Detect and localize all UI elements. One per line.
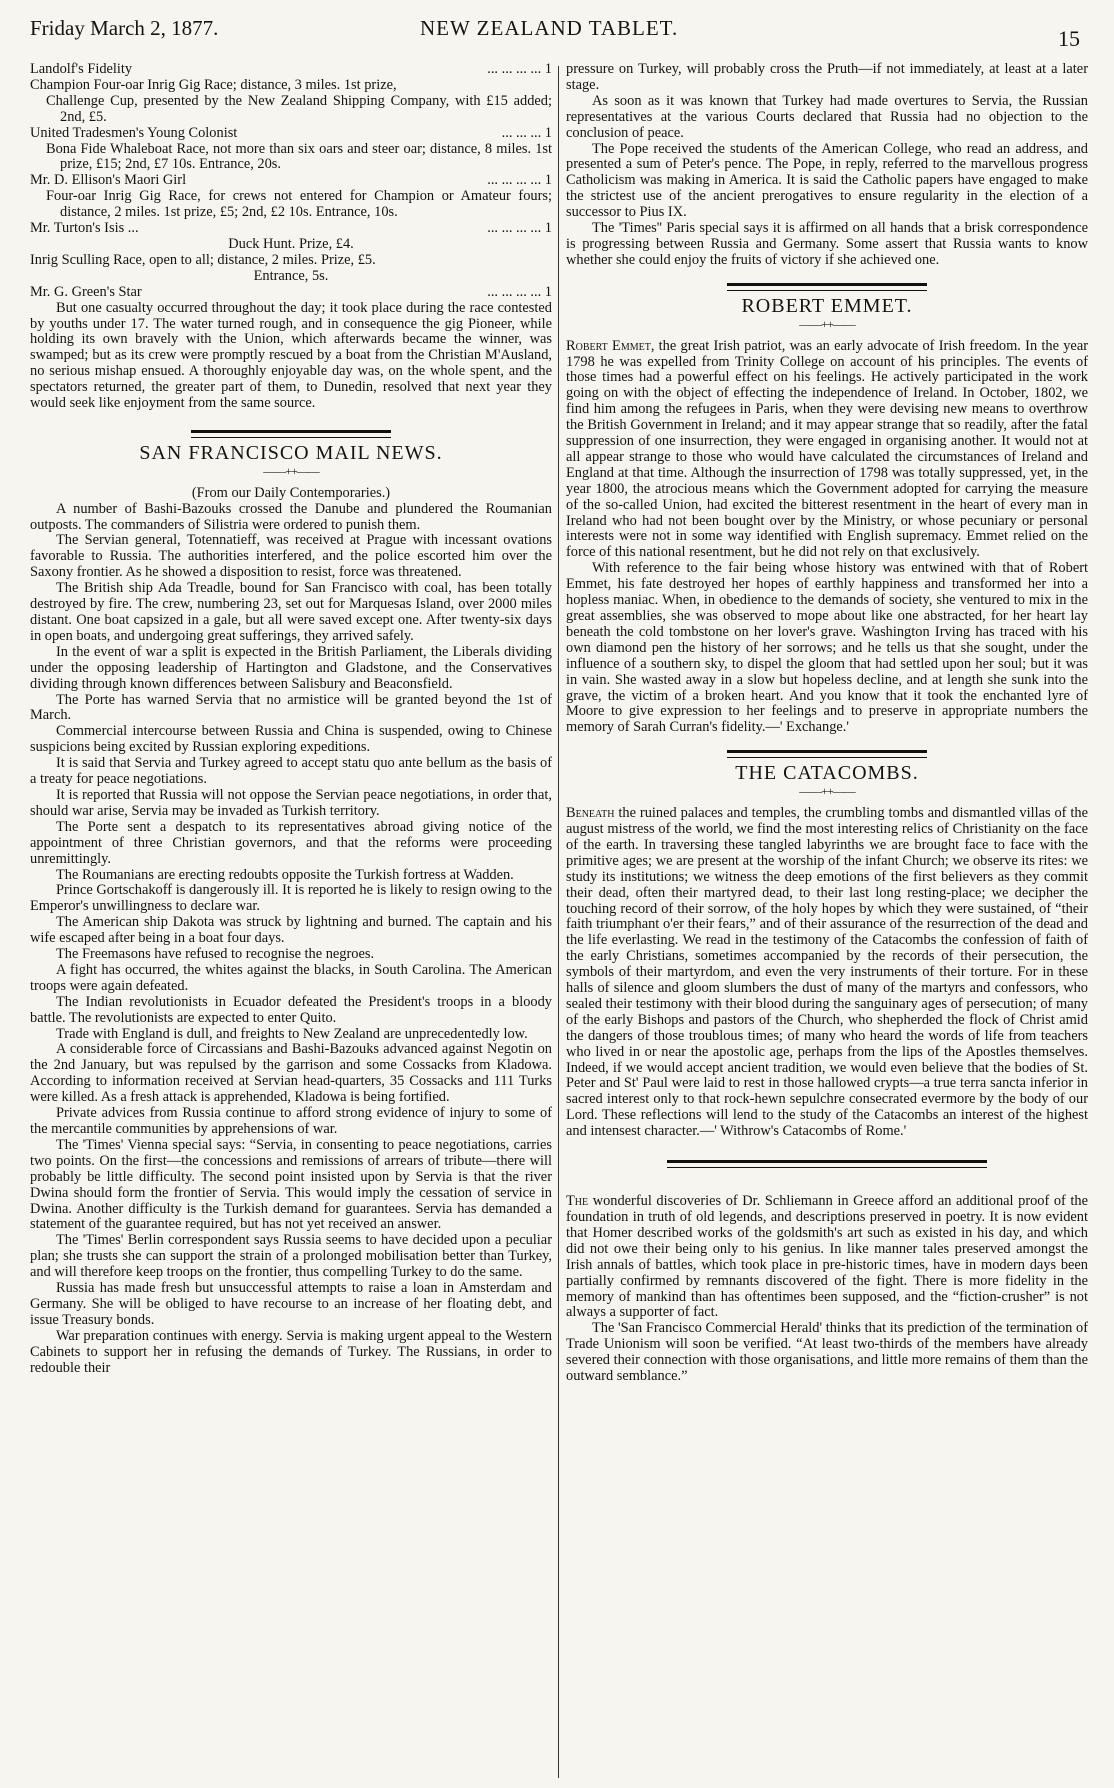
race-result	[30, 78, 552, 94]
article-paragraph: But one casualty occurred throughout the day; it took place during the race contested by youths under 17. The water turned rough, and in consequence the gig Pioneer, while holding its own bravely with the Union, which afterwards became the winner, was swamped; but as its crew were promptly rescued by a boat from the Christian M'Ausland, no serious mishap ensued. A thoroughly enjoyable day was, on the whole spent, and the spectators returned, the greater part of them, to Dunedin, resolved that next year they would seek like enjoyment from the same source.	[30, 299, 552, 412]
race-result	[30, 62, 552, 78]
headline-san-francisco: SAN FRANCISCO MAIL NEWS.	[139, 441, 443, 464]
lead-in: Robert Emmet,	[566, 337, 655, 354]
race-detail: Bona Fide Whaleboat Race, not more than six oars and steer oar; distance, 8 miles. 1st prize, £15; 2nd, £7 10s. Entrance, 20s.	[46, 140, 552, 173]
page-number: 15	[1058, 26, 1080, 51]
issue-date: Friday March 2, 1877.	[30, 16, 219, 40]
news-paragraphs	[566, 62, 1088, 269]
news-item: War preparation continues with energy. Servia is making urgent appeal to the Western Cabinets to support her in refusing the demands of Turkey. The Russians, in order to redouble their	[30, 1327, 552, 1376]
paragraph-body: wonderful discoveries of Dr. Schliemann in Greece afford an additional proof of the foundation in truth of old legends, and descriptions preserved in poetry. It is now evident that Homer described works of the goldsmith's art such as existed in his day, and which did not owe their being only to his genius. In like manner tales preserved amongst the Irish annals of battles, which took place in pre-historic times, have in modern days been partially confirmed by remnants discovered of the fight. There is more fidelity in the memory of mankind than has oftentimes been supposed, and the “fiction-crusher” is not always a supporter of fact.	[566, 1193, 1088, 1321]
news-item: The Freemasons have refused to recognise the negroes.	[56, 946, 375, 963]
race-entry-name: Landolf's Fidelity	[30, 62, 133, 77]
news-item: The British ship Ada Treadle, bound for San Francisco with coal, has been totally destroyed by fire. The crew, numbering 23, set out for Marquesas Island, over 2000 miles distant. One boat capsized in a gale, but all were saved except one. After twenty-six days in open boats, and undergoing great sufferings, they arrived safely.	[30, 580, 552, 644]
race-entry-name: Champion Four-oar Inrig Gig Race; distance, 3 miles. 1st prize,	[30, 76, 397, 93]
headline-robert-emmet: ROBERT EMMET.	[741, 294, 913, 317]
section-heading	[566, 283, 1088, 333]
news-item: Trade with England is dull, and freights to New Zealand are unprecedentedly low.	[56, 1025, 528, 1042]
paragraph-body: the ruined palaces and temples, the crumbling tombs and dismantled villas of the august mistress of the world, we find the most interesting relics of Christianity on the face of the earth. In traversing these tangled labyrinths we are brought face to face with the primitive ages; we are present at the worship of the infant Church; we observe its rites: we study its institutions; we witness the deep emotions of the first believers as they commit their dead, often their martyred dead, to their last long resting-place; we decipher the touching record of their sorrow, of the holy hopes by which they were sustained, of “their faith triumphant o'er their fears,” and of their assurance of the resurrection of the dead and the life everlasting. We read in the testimony of the Catacombs the confession of faith of the early Christians, sometimes accompanied by the records of their persecution, the symbols of their martyrdom, and even the very instruments of their torture. For in these halls of silence and gloom slumbers the dust of many of the martyrs and confessors, who sealed their testimony with their blood during the sanguinary ages of persecution; of many of the early Bishops and pastors of the Church, who shepherded the flock of Christ amid the dangers of those troublous times; of many who heard the words of life from teachers who lived in or near the apostolic age, perhaps from the lips of the Apostles themselves. Indeed, if we would accept ancient tradition, we would even believe that the bodies of St. Peter and St' Paul were laid to rest in those hallowed crypts—a true terra sancta inferior in sacred interest only to that rock-hewn sepulchre consecrated evermore by the body of our Lord. These reflections will lend to the study of the Catacombs an interest of the highest and intensest character.—' Withrow's Catacombs of Rome.'	[566, 805, 1088, 1140]
news-item: pressure on Turkey, will probably cross the Pruth—if not immediately, at least at a later stage.	[566, 62, 1088, 93]
race-entry-dots: ... ... ... ... 1	[487, 172, 552, 189]
race-entry-name: Mr. Turton's Isis ...	[30, 220, 139, 237]
race-entry-dots: ... ... ... 1	[501, 124, 552, 141]
section-heading	[566, 750, 1088, 800]
ornament-rule: ——++——	[799, 784, 855, 799]
news-item: The 'Times' Vienna special says: “Servia, in consenting to peace negotiations, carries two points. On the first—the concessions and remissions of arrears of tribute—there will probably be little difficulty. The second point insisted upon by Servia is that the river Dwina should form the frontier of Servia. This would imply the cessation of service in Dwina. Another difficulty is the Turkish demand for guarantees. Servia has demanded a statement of the guarantee required, but has not yet received an answer.	[30, 1136, 552, 1233]
news-item: A number of Bashi-Bazouks crossed the Danube and plundered the Roumanian outposts. The commanders of Silistria were ordered to punish them.	[30, 500, 552, 533]
news-item: The Porte sent a despatch to its representatives abroad giving notice of the appointment of three Christian governors, and that the reforms were proceeding unremittingly.	[30, 818, 552, 867]
section-separator	[667, 1160, 987, 1168]
race-entry-dots: ... ... ... ... 1	[487, 62, 552, 77]
right-column	[566, 62, 1088, 1778]
news-item: The 'Times' Berlin correspondent says Russia seems to have decided upon a peculiar plan; she trusts she can support the strain of a prolonged mobilisation better than Turkey, and will therefore keep troops on the frontier, thus compelling Turkey to do the same.	[30, 1232, 552, 1281]
news-item: Prince Gortschakoff is dangerously ill. It is reported he is likely to resign owing to the Emperor's unwillingness to declare war.	[30, 882, 552, 915]
race-result	[30, 126, 552, 142]
news-item: The 'Times'' Paris special says it is affirmed on all hands that a brisk correspondence is progressing between Russia and Germany. Some assert that Russia wants to know whether she could enjoy the fruits of victory if she achieved one.	[566, 220, 1088, 268]
entrance-line: Entrance, 5s.	[253, 267, 329, 284]
ornament-rule: ——++——	[263, 463, 319, 478]
left-column	[30, 62, 552, 1778]
article-paragraph: With reference to the fair being whose history was entwined with that of Robert Emmet, his fate destroyed her hopes of earthly happiness and transformed her into a hopless maniac. When, in obedience to the demands of society, she ventured to mix in the great assemblies, she was observed to mope about like one abstracted, for her heart lay beneath the cold tombstone on her lover's grave. Washington Irving has traced with his own diamond pen the history of her sorrows; and he tells us that she sought, under the influence of a southern sky, to dispel the gloom that had settled upon her soul; but it was in vain. She wasted away in a slow but hopeless decline, and at length she sunk into the grave, the victim of a broken heart. And you know that it took the enchanted lyre of Moore to give expression to her feelings and to preserve in appropriate numbers the memory of Sarah Curran's fidelity.—' Exchange.'	[566, 560, 1088, 736]
race-entry-dots: ... ... ... ... 1	[487, 220, 552, 237]
column-divider	[558, 66, 559, 1778]
article-paragraph: The 'San Francisco Commercial Herald' thinks that its prediction of the termination of Trade Unionism will soon be verified. “At least two-thirds of the members have already severed their connection with those organisations, and little more remains of them than the outward semblance.”	[566, 1320, 1088, 1385]
race-result	[30, 173, 552, 189]
race-result	[30, 221, 552, 237]
paragraph-body: the great Irish patriot, was an early advocate of Irish freedom. In the year 1798 he was expelled from Trinity College on account of his principles. The events of those times had a powerful effect on his feelings. He actively participated in the work going on with the object of effecting the independence of Ireland. In October, 1802, we find him among the refugees in Paris, when they were devising new means to overthrow the British Government in Ireland; and it may appear strange that so readily, after the fatal suppression of one insurrection, they were engaged in organising another. It would not at all appear strange to those who would have calculated the circumstances of Ireland and England at that time. Although the insurrection of 1798 was totally suppressed, yet, in the year 1800, the atrocious means which the Government adopted for carrying the measure of the so-called Union, had excited the bitterest resentment in the heart of every man in Ireland who had not been bought over by the Ministry, or whose pecuniary or personal interests were not in some way identified with English supremacy. Emmet relied on the force of this national resentment, but he did not rely on that exclusively.	[566, 337, 1088, 561]
news-item: Commercial intercourse between Russia and China is suspended, owing to Chinese suspicions being excited by Russian exploring expeditions.	[30, 723, 552, 756]
double-rule	[727, 750, 927, 758]
news-item: Russia has made fresh but unsuccessful attempts to raise a loan in Amsterdam and Germany. She will be obliged to have recourse to an increase of her floating debt, and issue Treasury bonds.	[30, 1280, 552, 1328]
news-item: The Porte has warned Servia that no armistice will be granted beyond the 1st of March.	[30, 691, 552, 724]
race-entry-name: United Tradesmen's Young Colonist	[30, 124, 238, 141]
lead-in: Beneath	[566, 805, 615, 822]
news-item: It is said that Servia and Turkey agreed to accept statu quo ante bellum as the basis of a treaty for peace negotiations.	[30, 755, 552, 788]
news-item: The Servian general, Totennatieff, was received at Prague with incessant ovations favorable to Russia. The authorities interfered, and the police escorted him over the Saxony frontier. As he showed a disposition to resist, force was threatened.	[30, 532, 552, 581]
duck-hunt-line: Duck Hunt. Prize, £4.	[228, 235, 354, 252]
news-item: The Roumanians are erecting redoubts opposite the Turkish fortress at Wadden.	[56, 866, 514, 883]
article-paragraph	[566, 806, 1088, 1140]
news-item: In the event of war a split is expected in the British Parliament, the Liberals dividing under the opposing leadership of Hartington and Gladstone, and the Conservatives dividing through known differences between Salisbury and Beaconsfield.	[30, 643, 552, 692]
double-rule	[191, 430, 391, 438]
race-entry-name: Mr. D. Ellison's Maori Girl	[30, 172, 187, 189]
lead-in: The	[566, 1193, 589, 1210]
newspaper-title: NEW ZEALAND TABLET.	[420, 16, 679, 40]
article-paragraph	[566, 339, 1088, 562]
section-heading	[30, 430, 552, 480]
headline-catacombs: THE CATACOMBS.	[735, 762, 919, 785]
news-item: A fight has occurred, the whites against the blacks, in South Carolina. The American troops were again defeated.	[30, 961, 552, 994]
race-detail: Four-oar Inrig Gig Race, for crews not entered for Champion or Amateur fours; distance, 2 miles. 1st prize, £5; 2nd, £2 10s. Entrance, 10s.	[46, 188, 552, 221]
race-detail: Challenge Cup, presented by the New Zealand Shipping Company, with £15 added; 2nd, £5.	[46, 92, 552, 125]
news-item: A considerable force of Circassians and Bashi-Bazouks advanced against Negotin on the 2nd January, but was repulsed by the garrison and some Cossacks from Kladowa. According to information received at Servian head-quarters, 35 Cossacks and 111 Turks were killed. As a fresh attack is apprehended, Kladowa is being fortified.	[30, 1041, 552, 1106]
news-item: Private advices from Russia continue to afford strong evidence of injury to some of the mercantile communities by apprehensions of war.	[30, 1105, 552, 1137]
race-result: Inrig Sculling Race, open to all; distance, 2 miles. Prize, £5.	[30, 251, 376, 268]
race-entry-dots: ... ... ... ... 1	[487, 283, 552, 300]
news-paragraphs	[30, 502, 552, 1377]
article-paragraph	[566, 1194, 1088, 1321]
ornament-rule: ——++——	[799, 316, 855, 331]
news-item: As soon as it was known that Turkey had made overtures to Servia, the Russian representatives at the various Courts declared that Russia had no objection to the conclusion of peace.	[566, 92, 1088, 141]
double-rule	[727, 283, 927, 291]
news-item: The Pope received the students of the American College, who read an address, and presented a sum of Peter's pence. The Pope, in reply, referred to the marvellous progress Catholicism was making in America. It is said the Catholic papers have engaged to make the strictest use of the ancient prerogatives to ensure regularity in the election of a successor to Pius IX.	[566, 140, 1088, 221]
news-item: The American ship Dakota was struck by lightning and burned. The captain and his wife escaped after being in a boat four days.	[30, 914, 552, 947]
news-item: The Indian revolutionists in Ecuador defeated the President's troops in a bloody battle. The revolutionists are expected to enter Quito.	[30, 993, 552, 1026]
race-result	[30, 285, 552, 301]
masthead	[30, 14, 1080, 54]
race-entry-name: Mr. G. Green's Star	[30, 283, 142, 300]
article-source: (From our Daily Contemporaries.)	[191, 484, 391, 501]
news-item: It is reported that Russia will not oppose the Servian peace negotiations, in order that, should war arise, Servia may be invaded as Turkish territory.	[30, 786, 552, 819]
